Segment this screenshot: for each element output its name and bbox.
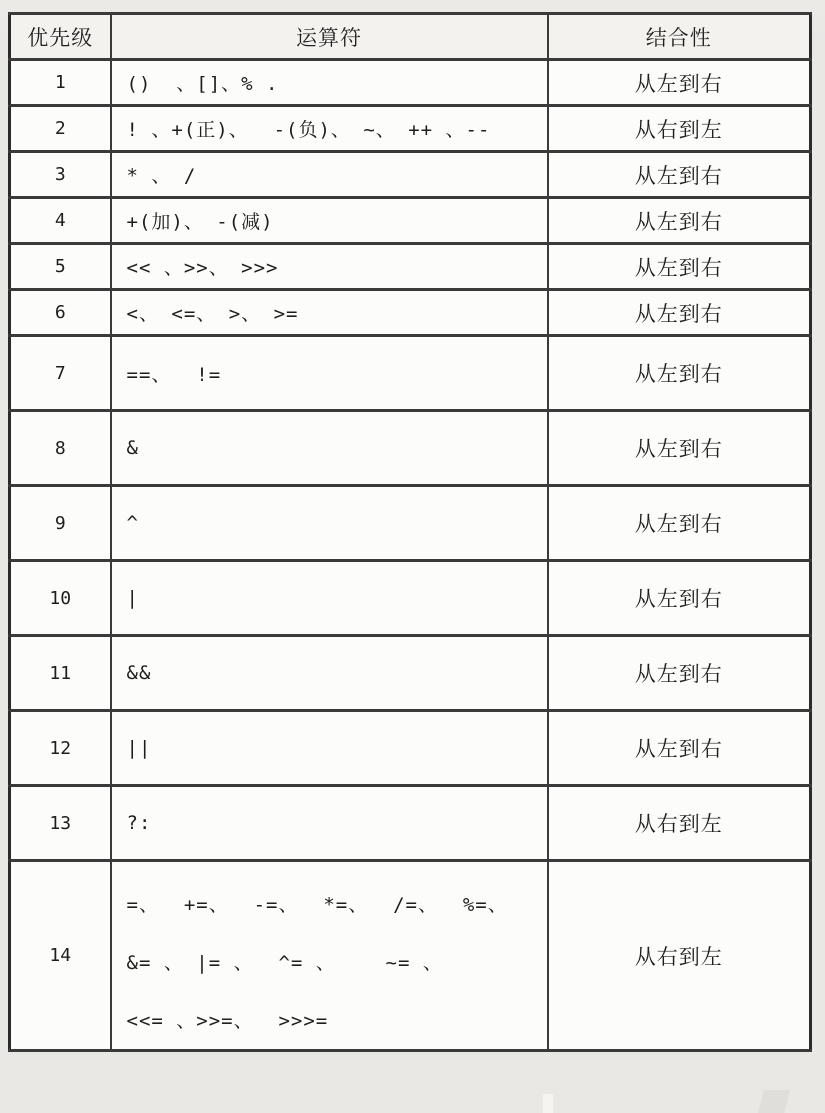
priority-cell: 4 — [10, 198, 111, 244]
operator-line: &= 、 |= 、 ^= 、 ~= 、 — [126, 951, 443, 974]
associativity-cell: 从左到右 — [548, 152, 811, 198]
operators-cell: +(加)、 -(减) — [111, 198, 548, 244]
table-row — [10, 106, 811, 152]
col-header-operators: 运算符 — [111, 14, 548, 60]
priority-cell: 14 — [10, 861, 111, 1051]
associativity-cell: 从左到右 — [548, 636, 811, 711]
priority-cell: 2 — [10, 106, 111, 152]
operator-line: =、 +=、 -=、 *=、 /=、 %=、 — [126, 893, 508, 916]
priority-cell: 9 — [10, 486, 111, 561]
priority-cell: 6 — [10, 290, 111, 336]
priority-cell: 3 — [10, 152, 111, 198]
operators-cell: || — [111, 711, 548, 786]
scan-artifact — [543, 1094, 553, 1113]
operators-cell: ?: — [111, 786, 548, 861]
table-row — [10, 561, 811, 636]
operators-cell: * 、 / — [111, 152, 548, 198]
table-row — [10, 711, 811, 786]
associativity-cell: 从左到右 — [548, 711, 811, 786]
operators-cell: << 、>>、 >>> — [111, 244, 548, 290]
table-row — [10, 636, 811, 711]
table-row — [10, 152, 811, 198]
associativity-cell: 从左到右 — [548, 411, 811, 486]
associativity-cell: 从左到右 — [548, 60, 811, 106]
operators-cell: ^ — [111, 486, 548, 561]
operators-cell: <、 <=、 >、 >= — [111, 290, 548, 336]
operators-cell: & — [111, 411, 548, 486]
priority-cell: 12 — [10, 711, 111, 786]
table-row — [10, 486, 811, 561]
operators-cell: () 、[]、% . — [111, 60, 548, 106]
col-header-associativity: 结合性 — [548, 14, 811, 60]
operators-cell: && — [111, 636, 548, 711]
associativity-cell: 从右到左 — [548, 786, 811, 861]
table-header-row — [10, 14, 811, 60]
operators-cell: ! 、+(正)、 -(负)、 ~、 ++ 、-- — [111, 106, 548, 152]
priority-cell: 7 — [10, 336, 111, 411]
table-row — [10, 198, 811, 244]
table-row — [10, 60, 811, 106]
operator-precedence-table — [8, 12, 812, 1052]
priority-cell: 8 — [10, 411, 111, 486]
col-header-priority: 优先级 — [10, 14, 111, 60]
scan-artifact — [758, 1090, 790, 1113]
associativity-cell: 从左到右 — [548, 290, 811, 336]
associativity-cell: 从左到右 — [548, 561, 811, 636]
table-row — [10, 336, 811, 411]
operator-line: <<= 、>>=、 >>>= — [126, 1009, 329, 1032]
priority-cell: 11 — [10, 636, 111, 711]
associativity-cell: 从左到右 — [548, 198, 811, 244]
table-row — [10, 244, 811, 290]
associativity-cell: 从左到右 — [548, 336, 811, 411]
table-row — [10, 786, 811, 861]
priority-cell: 1 — [10, 60, 111, 106]
operators-cell — [111, 861, 548, 1051]
associativity-cell: 从左到右 — [548, 486, 811, 561]
table-row — [10, 411, 811, 486]
associativity-cell: 从右到左 — [548, 861, 811, 1051]
table-row — [10, 290, 811, 336]
operators-cell: | — [111, 561, 548, 636]
associativity-cell: 从右到左 — [548, 106, 811, 152]
priority-cell: 10 — [10, 561, 111, 636]
operators-cell: ==、 != — [111, 336, 548, 411]
priority-cell: 5 — [10, 244, 111, 290]
associativity-cell: 从左到右 — [548, 244, 811, 290]
priority-cell: 13 — [10, 786, 111, 861]
table-row — [10, 861, 811, 1051]
